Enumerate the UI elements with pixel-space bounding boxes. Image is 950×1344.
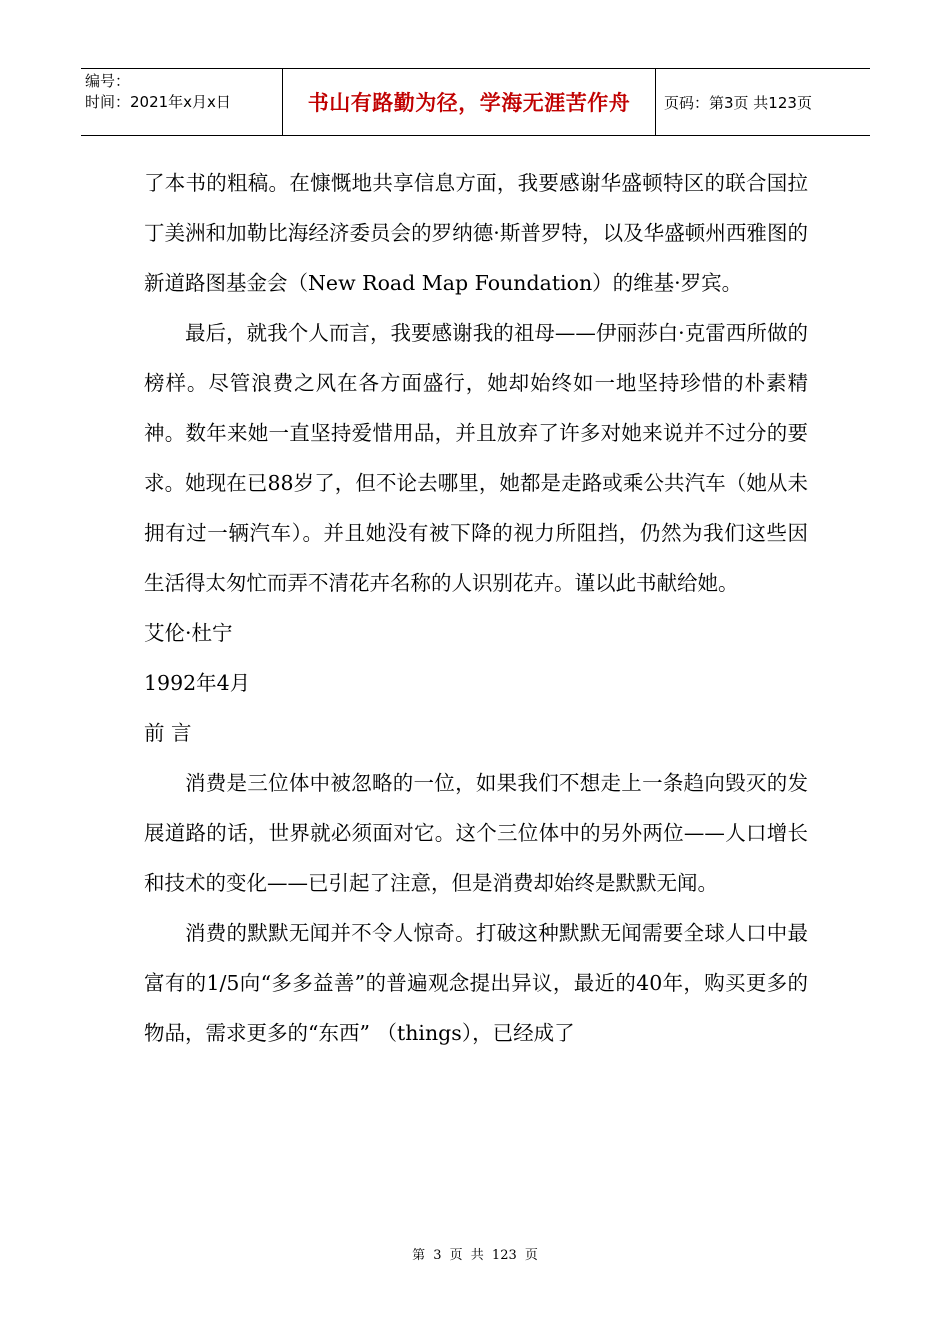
- document-body: [144, 158, 808, 1058]
- signature-name: 艾伦·杜宁: [144, 621, 233, 645]
- paragraph: 最后，就我个人而言，我要感谢我的祖母——伊丽莎白·克雷西所做的榜样。尽管浪费之风在各方面盛行，她却始终如一地坚持珍惜的朴素精神。数年来她一直坚持爱惜用品，并且放弃了许多对她来说并不过分的要求。她现在已88岁了，但不论去哪里，她都是走路或乘公共汽车（她从未拥有过一辆汽车）。并且她没有被下降的视力所阻挡，仍然为我们这些因生活得太匆忙而弄不清花卉名称的人识别花卉。谨以此书献给她。: [144, 321, 808, 595]
- header-page-cell: [656, 69, 870, 135]
- signature-date: 1992年4月: [144, 671, 251, 695]
- header-page-info: 页码：第3页 共123页: [664, 93, 812, 112]
- paragraph: 消费的默默无闻并不令人惊奇。打破这种默默无闻需要全球人口中最富有的1/5向“多多益善”的普遍观念提出异议，最近的40年，购买更多的物品，需求更多的“东西” （things），已经成了: [144, 921, 808, 1045]
- header-motto-cell: [283, 69, 656, 135]
- page-header: [81, 68, 870, 136]
- paragraph: 了本书的粗稿。在慷慨地共享信息方面，我要感谢华盛顿特区的联合国拉丁美洲和加勒比海经济委员会的罗纳德·斯普罗特，以及华盛顿州西雅图的新道路图基金会（New Road Map Foundation）的维基·罗宾。: [144, 171, 808, 295]
- header-meta: [81, 69, 283, 135]
- section-heading: 前 言: [144, 721, 192, 745]
- paragraph: 消费是三位体中被忽略的一位，如果我们不想走上一条趋向毁灭的发展道路的话，世界就必须面对它。这个三位体中的另外两位——人口增长和技术的变化——已引起了注意，但是消费却始终是默默无闻。: [144, 771, 808, 895]
- number-label: 编号：: [85, 72, 131, 90]
- date-label: 时间：2021年x月x日: [85, 93, 231, 111]
- page-footer: 第 3 页 共 123 页: [412, 1248, 538, 1263]
- header-motto: 书山有路勤为径，学海无涯苦作舟: [307, 91, 631, 115]
